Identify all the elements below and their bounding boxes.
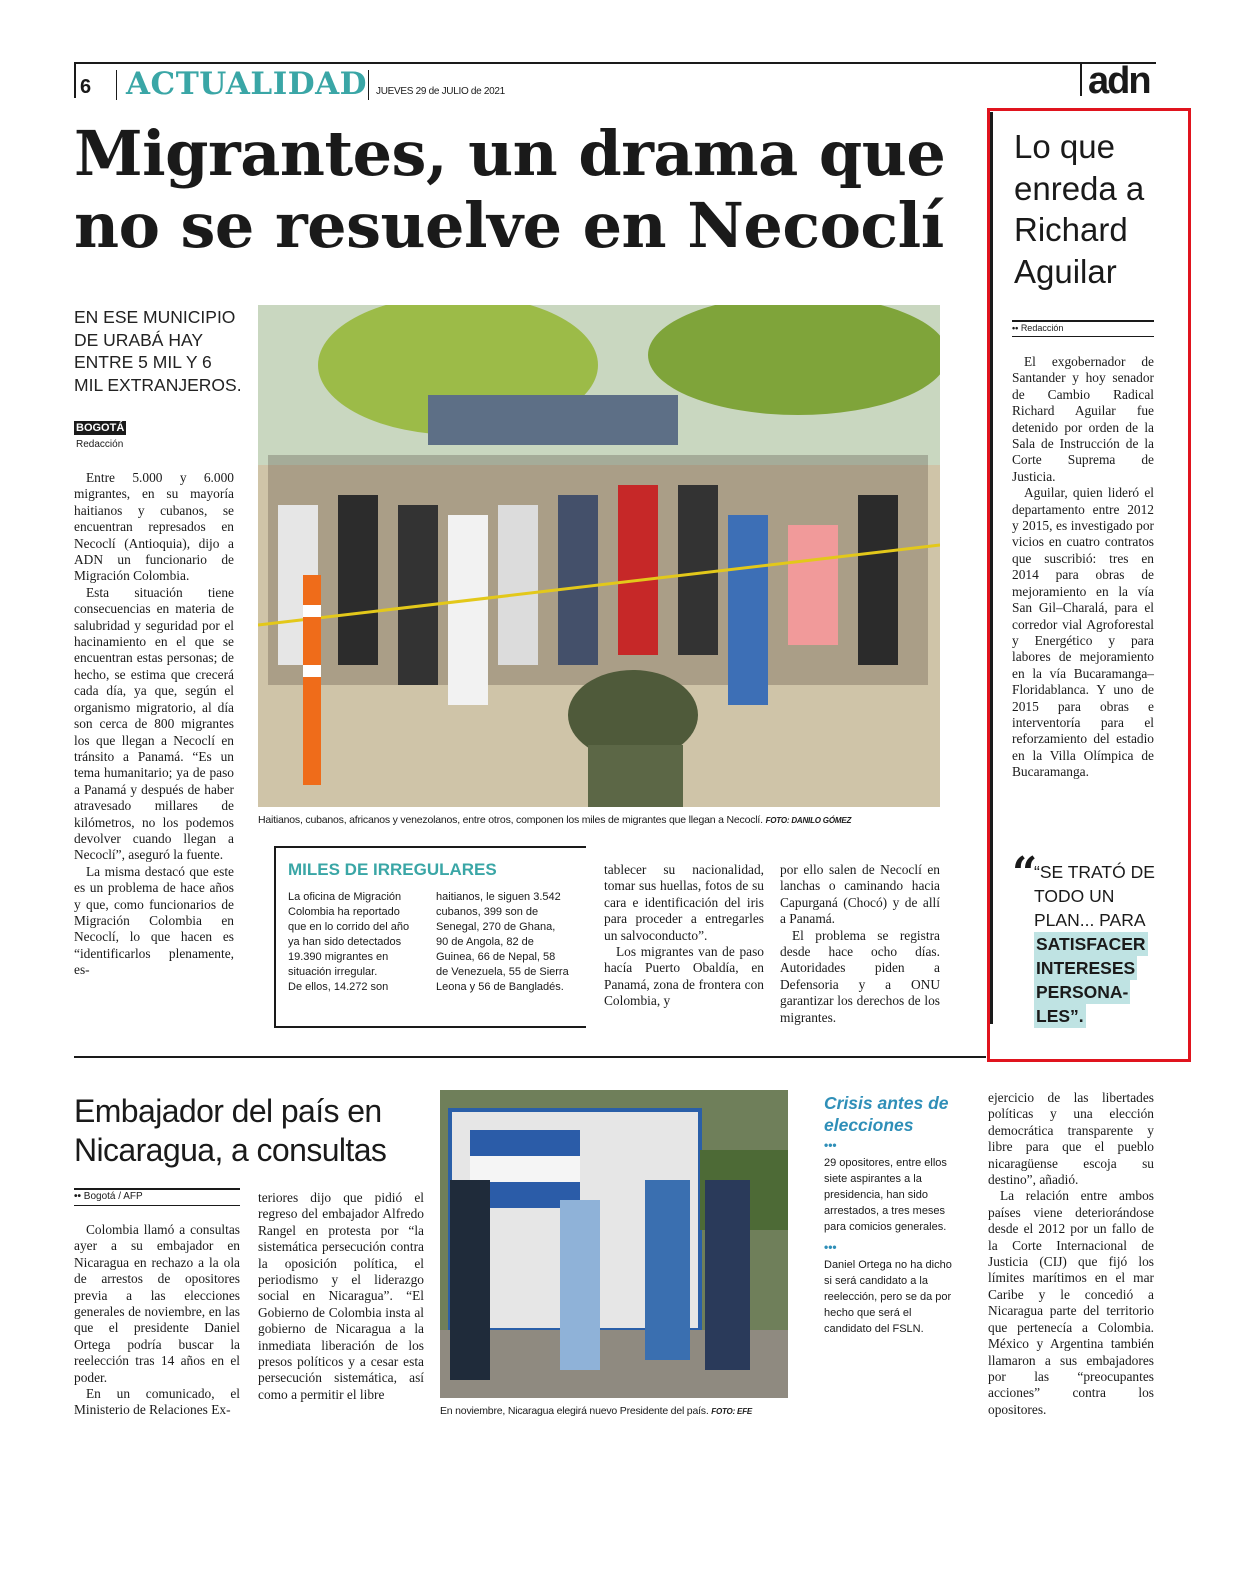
byline: Redacción	[76, 439, 124, 450]
pull-quote	[1034, 860, 1164, 1028]
header-divider-2	[368, 70, 369, 100]
box-col-1	[288, 890, 420, 995]
crisis-item-2: Daniel Ortega no ha dicho si será candidato a la reelección, pero se da por hecho que será el candidato del FSLN.	[824, 1259, 952, 1335]
adn-logo: adn	[1088, 60, 1150, 102]
paragraph: Aguilar, quien lideró el departamento entre 2012 y 2015, es investigado por vicios en cuatro contratos que suscribió: tres en 2014 para obras de mejoramiento en la vía San Gil–Charalá, para el corredor vial Agroforestal y Energético y para labores de mejoramiento en la vía Bucaramanga–Floridablanca. Y uno de 2015 para obras e interventoría para el reforzamiento del estadio en la Villa Olímpica de Bucaramanga.	[1012, 485, 1154, 780]
side-story-title: Lo que enreda a Richard Aguilar	[1014, 128, 1145, 290]
migrants-photo	[258, 305, 940, 807]
paragraph: Entre 5.000 y 6.000 migrantes, en su mayoría haitianos y cubanos, se encuentran represados en Necoclí (Antioquia), dijo a ADN un funcionario de Migración Colombia.	[74, 470, 234, 584]
paragraph: Esta situación tiene consecuencias en materia de salubridad y seguridad por el hacinamiento en el que se encuentran estas personas; de hecho, se estima que crecerá cada día, ya que, según el organismo migratorio, al día son cerca de 800 migrantes los que llegan a Necoclí en tránsito a Panamá. “Es un tema humanitario; ya de paso a Panamá y después de haber atravesado millares de kilómetros, no los podemos devolver cuando llegan a Necoclí”, aseguró la fuente.	[74, 584, 234, 863]
logo-tick	[1080, 64, 1082, 96]
lower-byline: •• Bogotá / AFP	[74, 1191, 143, 1202]
side-byline-rule	[1012, 320, 1154, 322]
section-divider	[74, 1056, 986, 1058]
caption-text: Haitianos, cubanos, africanos y venezolanos, entre otros, componen los miles de migrantes que llegan a Necoclí.	[258, 814, 763, 826]
photo-credit: FOTO: EFE	[711, 1407, 753, 1416]
paragraph: ejercicio de las libertades políticas y una elección democrática transparente y libre para que el pueblo nicaragüense escoja su destino”, añadió.	[988, 1090, 1154, 1188]
headline-line-2: no se resuelve en Necoclí	[74, 189, 944, 262]
side-story-body	[1012, 354, 1154, 781]
main-col-3	[604, 862, 764, 1010]
box-text: De ellos, 14.272 son	[288, 981, 389, 993]
nicaragua-photo	[440, 1090, 788, 1398]
quote-line: PLAN... PARA	[1034, 910, 1146, 930]
top-rule	[74, 62, 1156, 64]
page-number: 6	[80, 76, 92, 98]
crisis-bullet-icon: •••	[824, 1240, 837, 1254]
quote-highlight: INTERESES	[1036, 958, 1136, 978]
main-col-4	[780, 862, 940, 1026]
migrants-photo-illustration	[258, 305, 940, 807]
box-text: La oficina de Migración Colombia ha reportado que en lo corrido del año ya han sido detectados 19.390 migrantes en situación irregular.	[288, 891, 410, 978]
quote-mark-icon: “	[1012, 848, 1038, 899]
photo-caption	[258, 814, 958, 826]
quote-highlight: LES”.	[1036, 1006, 1084, 1026]
quote-highlight: SATISFACER	[1036, 934, 1146, 954]
paragraph: La relación entre ambos países viene deteriorándose desde el 2012 por un fallo de la Corte Internacional de Justicia (CIJ) que fijó los límites marítimos en el mar Caribe y le concedió a Nicaragua parte del territorio que pertenecía a Colombia. México y Argentina también llamaron a sus embajadores por las “preocupantes acciones” contra los opositores.	[988, 1188, 1154, 1417]
paragraph: El problema se registra desde hace ocho días. Autoridades piden a Defensoria y a ONU garantizar los derechos de los migrantes.	[780, 927, 940, 1025]
lower-byline-rule	[74, 1188, 240, 1190]
paragraph: La misma destacó que este es un problema de hace años y que, como funcionarios de Migración Colombia en Necoclí, lo que hacen es “identificarlos plenamente, es-	[74, 863, 234, 978]
crisis-bullet-icon: •••	[824, 1138, 837, 1152]
crisis-item-1: 29 opositores, entre ellos siete aspirantes a la presidencia, han sido arrestados, a tres meses para comicios generales.	[824, 1157, 947, 1233]
header-divider	[116, 70, 117, 100]
paragraph: Colombia llamó a consultas ayer a su embajador en Nicaragua en rechazo a la ola de arrestos de opositores previa a las elecciones generales de noviembre, en las que el presidente Daniel Ortega podría buscar la reelección tras 14 años en el poder.	[74, 1222, 240, 1385]
side-byline: •• Redacción	[1012, 323, 1064, 333]
quote-highlight: PERSONA-	[1036, 982, 1129, 1002]
left-tick	[74, 62, 76, 98]
lower-headline: Embajador del país en Nicaragua, a consultas	[74, 1093, 387, 1168]
deck: EN ESE MUNICIPIO DE URABÁ HAY ENTRE 5 MIL Y 6 MIL EXTRANJEROS.	[74, 307, 242, 395]
lower-col-1	[74, 1222, 240, 1419]
headline-line-1: Migrantes, un drama que	[74, 117, 946, 190]
lower-col-4	[988, 1090, 1154, 1418]
section-label: ACTUALIDAD	[126, 66, 368, 102]
quote-line: “SE TRATÓ DE	[1034, 862, 1155, 882]
paragraph: El exgobernador de Santander y hoy senador de Cambio Radical Richard Aguilar fue detenido por orden de la Sala de Instrucción de la Corte Suprema de Justicia.	[1012, 354, 1154, 484]
main-headline	[74, 118, 954, 262]
quote-line: TODO UN	[1034, 886, 1115, 906]
paragraph: Los migrantes van de paso hacía Puerto Obaldía, en Panamá, zona de frontera con Colombia, y	[604, 944, 764, 1009]
side-byline-rule-2	[1012, 336, 1154, 337]
caption-text: En noviembre, Nicaragua elegirá nuevo Presidente del país.	[440, 1405, 709, 1417]
nicaragua-photo-illustration	[440, 1090, 788, 1398]
box-col-2: haitianos, le siguen 3.542 cubanos, 399 son de Senegal, 270 de Ghana, 90 de Angola, 82 de Guinea, 66 de Nepal, 58 de Venezuela, 55 de Sierra Leona y 56 de Bangladés.	[436, 891, 569, 993]
photo-credit: FOTO: DANILO GÓMEZ	[765, 816, 852, 825]
lower-photo-caption	[440, 1405, 800, 1417]
main-col-1	[74, 470, 234, 979]
box-title: MILES DE IRREGULARES	[288, 860, 497, 879]
paragraph: En un comunicado, el Ministerio de Relaciones Ex-	[74, 1386, 240, 1418]
crisis-title: Crisis antes de elecciones	[824, 1093, 949, 1135]
paragraph: por ello salen de Necoclí en lanchas o caminando hacia Capurganá (Chocó) y de allí a Panamá.	[780, 862, 940, 927]
dateline: BOGOTÁ	[76, 422, 125, 434]
lower-byline-rule-2	[74, 1205, 240, 1206]
lower-col-2: teriores dijo que pidió el regreso del embajador Alfredo Rangel en protesta por “la sistemática persecución contra la oposición política, el periodismo y el liderazgo social en Nicaragua”. “El Gobierno de Colombia insta al gobierno de Nicaragua a la inmediata liberación de los presos políticos y a cesar esta persecución sistemática, así como a permitir el libre	[258, 1190, 424, 1402]
side-story-left-rule	[990, 112, 993, 1024]
paragraph: tablecer su nacionalidad, tomar sus huellas, fotos de su cara e identificación del iris para proceder a entregarles un salvoconducto”.	[604, 862, 764, 943]
issue-date: JUEVES 29 de JULIO de 2021	[376, 86, 505, 97]
